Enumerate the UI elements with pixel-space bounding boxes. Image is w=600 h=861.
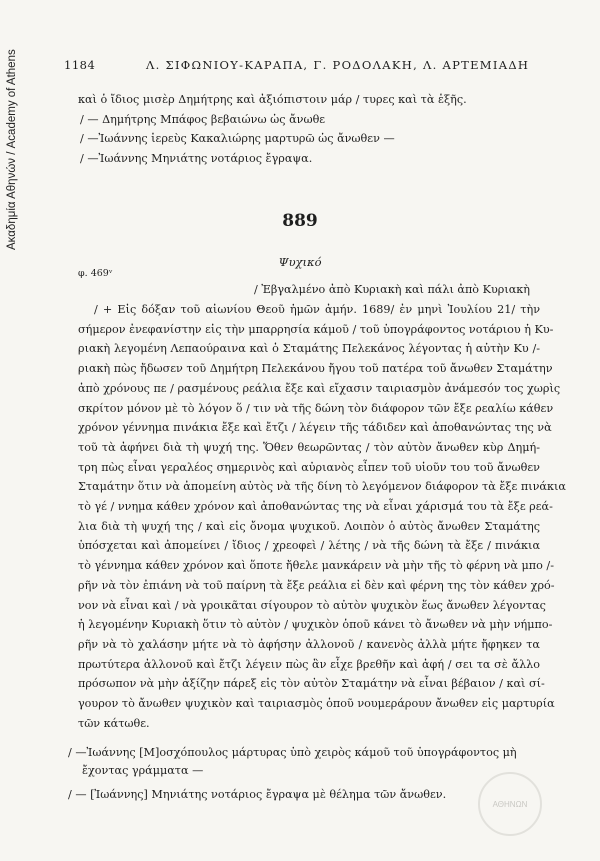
body-line: Σταμάτην ὅτιν νὰ ἀπομείνη αὐτὸς νὰ τῆς δίνη τὸ λεγόμενον διάφορον τὰ ἔξε πινάκια: [78, 480, 566, 494]
body-line: ριακὴ λεγομένη Λεπαούραινα καὶ ὁ Σταμάτης Πελεκάνος λέγοντας ἡ αὐτὴν Κυ /-: [78, 342, 540, 356]
text-line: καὶ ὁ ἴδιος μισὲρ Δημήτρης καὶ ἀξιόπιστοιν μάρ / τυρες καὶ τὰ ἑξῆς.: [78, 93, 467, 106]
academy-watermark-seal: ΑΘΗΝΩΝ: [478, 772, 542, 836]
document-place: Ψυχικό: [278, 255, 322, 269]
text-line: / —Ἰωάννης Μηνιάτης νοτάριος ἔγραψα.: [80, 152, 313, 166]
body-line: πρωτύτερα ἀλλονοῦ καὶ ἔτζι λέγειν πὼς ἂν εἶχε βρεθῆν καὶ ἀφή / σει τα σὲ ἄλλο: [78, 657, 540, 671]
body-line: ρῆν νὰ τὸν ἐπιάνη νὰ τοῦ παίρνη τὰ ἔξε ρεάλια εἰ δὲν καὶ φέρνη της τὸν κάθεν χρό-: [78, 578, 555, 592]
body-line: χρόνον γέννημα πινάκια ἔξε καὶ ἔτζι / λέγειν τῆς τάδιδεν καὶ ἀποθανώντας της νὰ: [78, 421, 552, 435]
document-number: 889: [282, 211, 318, 231]
folio-marker: φ. 469ᵛ: [78, 268, 113, 279]
body-line: πρόσωπον νὰ μὴν ἀξίζην πάρεξ εἰς τὸν αὐτὸν Σταμάτην νὰ εἶναι βέβαιον / καὶ σί-: [78, 677, 545, 691]
body-line: τρη πὼς εἶναι γεραλέος σημερινὸς καὶ αὐριανὸς εἶπεν τοῦ υἱοῦν του τοῦ ἄνωθεν: [78, 460, 540, 474]
body-line: ἡ λεγομένην Κυριακὴ ὅτιν τὸ αὐτὸν / ψυχικὸν ὁποῦ κάνει τὸ ἄνωθεν νὰ μὴν νήμπο-: [78, 618, 553, 632]
body-line: σήμερον ἐνεφανίστην εἰς τὴν μπαρρησία κάμοῦ / τοῦ ὑπογράφοντος νοτάριου ἡ Κυ-: [78, 322, 554, 336]
signature-line: ἔχοντας γράμματα —: [82, 764, 204, 777]
signatures: [68, 744, 548, 804]
previous-document-ending: [78, 90, 540, 169]
body-line: / + Εἰς δόξαν τοῦ αἰωνίου Θεοῦ ἡμῶν ἀμήν. 1689/ ἐν μηνὶ Ἰουλίου 21/ τὴν: [94, 303, 540, 316]
body-line: ἀπὸ χρόνους πε / ρασμένους ρεάλια ἔξε καὶ εἴχασιν ταιριασμὸν ἀνάμεσόν τος χωρὶς: [78, 381, 561, 395]
running-title: Λ. ΣΙΦΩΝΙΟΥ-ΚΑΡΑΠΑ, Γ. ΡΟΔΟΛΑΚΗ, Λ. ΑΡΤΕΜΙΑΔΗ: [146, 58, 530, 72]
body-line: σκρίτον μόνον μὲ τὸ λόγον ὅ / τιν νὰ τῆς δώνη τὸν διάφορον τῶν ἔξε ρεαλίω κάθεν: [78, 401, 554, 415]
body-line: νον νὰ εἶναι καὶ / νὰ γροικᾶται σίγουρον τὸ αὐτὸν ψυχικὸν ἕως ἄνωθεν λέγοντας: [78, 598, 546, 612]
page-number: 1184: [64, 58, 96, 72]
body-line: λια διὰ τὴ ψυχή της / καὶ εἰς ὄνομα ψυχικοῦ. Λοιπὸν ὁ αὐτὸς ἄνωθεν Σταμάτης: [78, 519, 540, 533]
body-line: ὑπόσχεται καὶ ἀπομείνει / ἴδιος / χρεοφεὶ / λέτης / νὰ τῆς δώνη τὰ ἔξε / πινάκια: [78, 539, 540, 553]
document-subtitle: / Ἐβγαλμένο ἀπὸ Κυριακὴ καὶ πάλι ἀπὸ Κυριακὴ: [254, 283, 530, 296]
archive-credit: Ακαδημία Αθηνών / Academy of Athens: [6, 49, 18, 251]
body-line: τοῦ τὰ ἀφήνει διὰ τὴ ψυχή της. Ὅθεν θεωρῶντας / τὸν αὐτὸν ἄνωθεν κὺρ Δημή-: [78, 440, 540, 454]
text-line: / —Ἰωάννης ἱερεὺς Κακαλιώρης μαρτυρῶ ὡς ἄνωθεν —: [80, 132, 395, 146]
text-line: / — Δημήτρης Μπάφος βεβαιώνω ὡς ἄνωθε: [80, 112, 326, 126]
document-body: [78, 300, 566, 733]
signature-line: / — [Ἰωάννης] Μηνιάτης νοτάριος ἔγραψα μὲ θέλημα τῶν ἄνωθεν.: [68, 788, 447, 801]
body-line: τὸ γέ / ννημα κάθεν χρόνον καὶ ἀποθανώντας της νὰ εἶναι χάρισμά του τὰ ἔξε ρεά-: [78, 500, 553, 514]
body-line: τῶν κάτωθε.: [78, 716, 150, 730]
body-line: ριακὴ πὼς ἤδωσεν τοῦ Δημήτρη Πελεκάνου ἤγου τοῦ πατέρα τοῦ ἄνωθεν Σταμάτην: [78, 362, 553, 376]
body-line: γουρον τὸ ἄνωθεν ψυχικὸν καὶ ταιριασμὸς ὁποῦ νουμεράρουν ἄνωθεν εἰς μαρτυρία: [78, 697, 555, 711]
body-line: τὸ γέννημα κάθεν χρόνον καὶ ὅποτε ἤθελε μανκάρειν νὰ μὴν τῆς τὸ φέρνη νὰ μπο /-: [78, 559, 554, 573]
body-line: ρῆν νὰ τὸ χαλάσην μήτε νὰ τὸ ἀφήσην ἀλλονοῦ / κανενὸς ἀλλὰ μήτε ἤφηκεν τα: [78, 637, 540, 651]
signature-line: / —Ἰωάννης [Μ]οσχόπουλος μάρτυρας ὑπὸ χειρὸς κάμοῦ τοῦ ὑπογράφοντος μὴ: [68, 746, 517, 759]
